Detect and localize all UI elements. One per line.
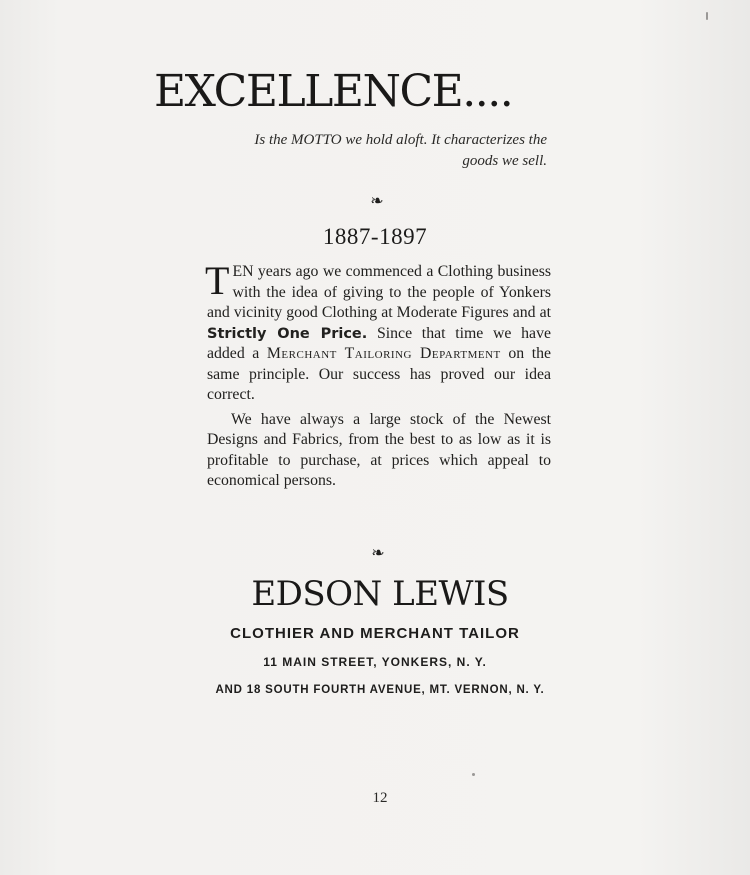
motto-text: Is the MOTTO we hold aloft. It characterizes the goods we sell. <box>254 132 547 169</box>
paragraph-first-part3: on the same principle. Our success has proved our idea correct. <box>207 345 551 403</box>
paper-speck <box>472 773 475 776</box>
fleuron-ornament-icon: ❧ <box>371 545 385 562</box>
paper-speck <box>706 12 708 20</box>
trade-line: CLOTHIER AND MERCHANT TAILOR <box>230 625 520 642</box>
address-mt-vernon: AND 18 SOUTH FOURTH AVENUE, MT. VERNON, N. Y. <box>215 684 545 696</box>
paragraph-first <box>205 258 551 406</box>
paragraph-first-part1: EN years ago we commenced a Clothing business with the idea of giving to the people of Yonkers and vicinity good Clothing at Moderate Figures and at <box>207 263 551 321</box>
paragraph-second: We have always a large stock of the Newest Designs and Fabrics, from the best to as low as it is profitable to purchase, at prices which appeal to economical persons. <box>207 410 551 489</box>
page-headline: EXCELLENCE.... <box>154 66 513 117</box>
strictly-one-price: Strictly One Price. <box>207 325 368 342</box>
drop-cap: T <box>205 258 230 303</box>
paragraph-first-part2: Since that time we have added a <box>207 324 551 362</box>
firm-name: EDSON LEWIS <box>251 574 509 614</box>
year-range: 1887-1897 <box>322 224 428 249</box>
body-text <box>205 258 551 492</box>
page-number: 12 <box>372 790 388 806</box>
fleuron-ornament-icon: ❧ <box>370 193 384 210</box>
address-main-street: 11 MAIN STREET, YONKERS, N. Y. <box>263 655 487 669</box>
merchant-tailoring-department: Merchant Tailoring Department <box>266 345 501 362</box>
